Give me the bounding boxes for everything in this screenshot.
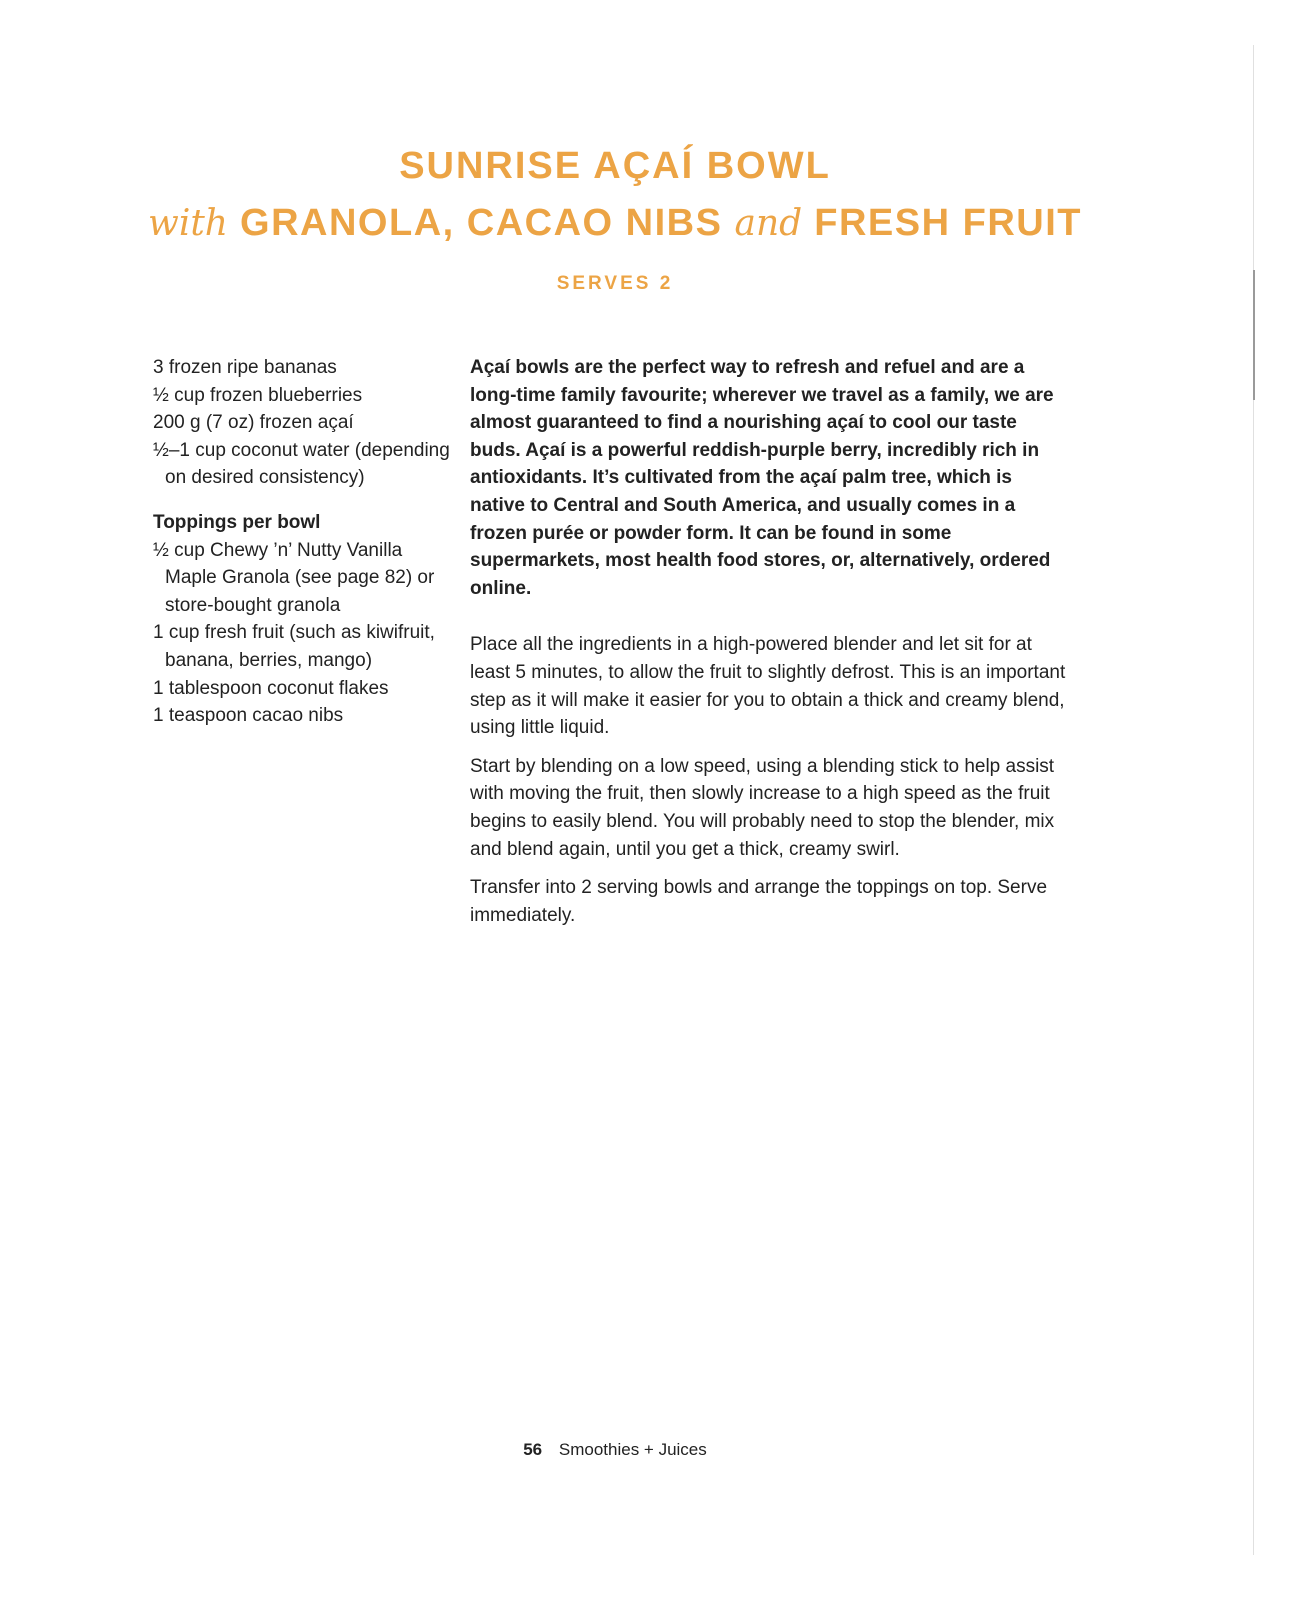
method-step: Start by blending on a low speed, using a blending stick to help assist with moving the fruit, then slowly increase to a high speed as the fruit begins to easily blend. You will probably need to stop the blender, mix and blend again, until you get a thick, creamy swirl. bbox=[470, 755, 1055, 860]
subtitle-fruit: FRESH FRUIT bbox=[814, 202, 1082, 244]
method-step: Place all the ingredients in a high-powered blender and let sit for at least 5 minutes, to allow the fruit to slightly defrost. This is an important step as it will make it easier for you to obtain a thick and creamy blend, using little liquid. bbox=[470, 634, 1066, 739]
recipe-subtitle bbox=[0, 192, 1230, 255]
section-name: Smoothies + Juices bbox=[558, 1440, 707, 1459]
toppings-list bbox=[153, 537, 453, 730]
ingredients-column bbox=[153, 354, 453, 730]
page-footer bbox=[0, 1440, 1230, 1460]
subtitle-granola: GRANOLA, CACAO NIBS bbox=[240, 202, 723, 244]
method-column bbox=[470, 354, 1070, 940]
serves-label: SERVES 2 bbox=[556, 273, 674, 294]
ingredients-list bbox=[153, 354, 453, 492]
intro-paragraph: Açaí bowls are the perfect way to refresh and refuel and are a long-time family favourite; wherever we travel as a family, we are almost guaranteed to find a nourishing açaí to cool our taste buds. Açaí is a powerful reddish-purple berry, incredibly rich in antioxidants. It’s cultivated from the açaí palm tree, which is native to Central and South America, and usually comes in a frozen purée or powder form. It can be found in some supermarkets, most health food stores, or, alternatively, ordered online. bbox=[470, 357, 1054, 599]
toppings-heading: Toppings per bowl bbox=[153, 511, 321, 533]
recipe-title-block bbox=[0, 140, 1230, 295]
method-step: Transfer into 2 serving bowls and arrange the toppings on top. Serve immediately. bbox=[470, 877, 1048, 926]
ingredient-item: ½–1 cup coconut water (depending on desired consistency) bbox=[153, 439, 450, 489]
topping-item: ½ cup Chewy ’n’ Nutty Vanilla Maple Granola (see page 82) or store-bought granola bbox=[153, 539, 435, 616]
recipe-title: SUNRISE AÇAÍ BOWL bbox=[399, 145, 831, 187]
subtitle-with: with bbox=[148, 203, 228, 244]
ingredient-item: ½ cup frozen blueberries bbox=[153, 384, 363, 406]
topping-item: 1 cup fresh fruit (such as kiwifruit, banana, berries, mango) bbox=[153, 622, 435, 671]
subtitle-and: and bbox=[734, 203, 803, 244]
page-edge-shadow bbox=[1253, 270, 1255, 400]
topping-item: 1 tablespoon coconut flakes bbox=[153, 677, 389, 699]
ingredient-item: 200 g (7 oz) frozen açaí bbox=[153, 412, 354, 434]
page-number: 56 bbox=[523, 1440, 543, 1459]
topping-item: 1 teaspoon cacao nibs bbox=[153, 705, 344, 727]
ingredient-item: 3 frozen ripe bananas bbox=[153, 357, 337, 378]
